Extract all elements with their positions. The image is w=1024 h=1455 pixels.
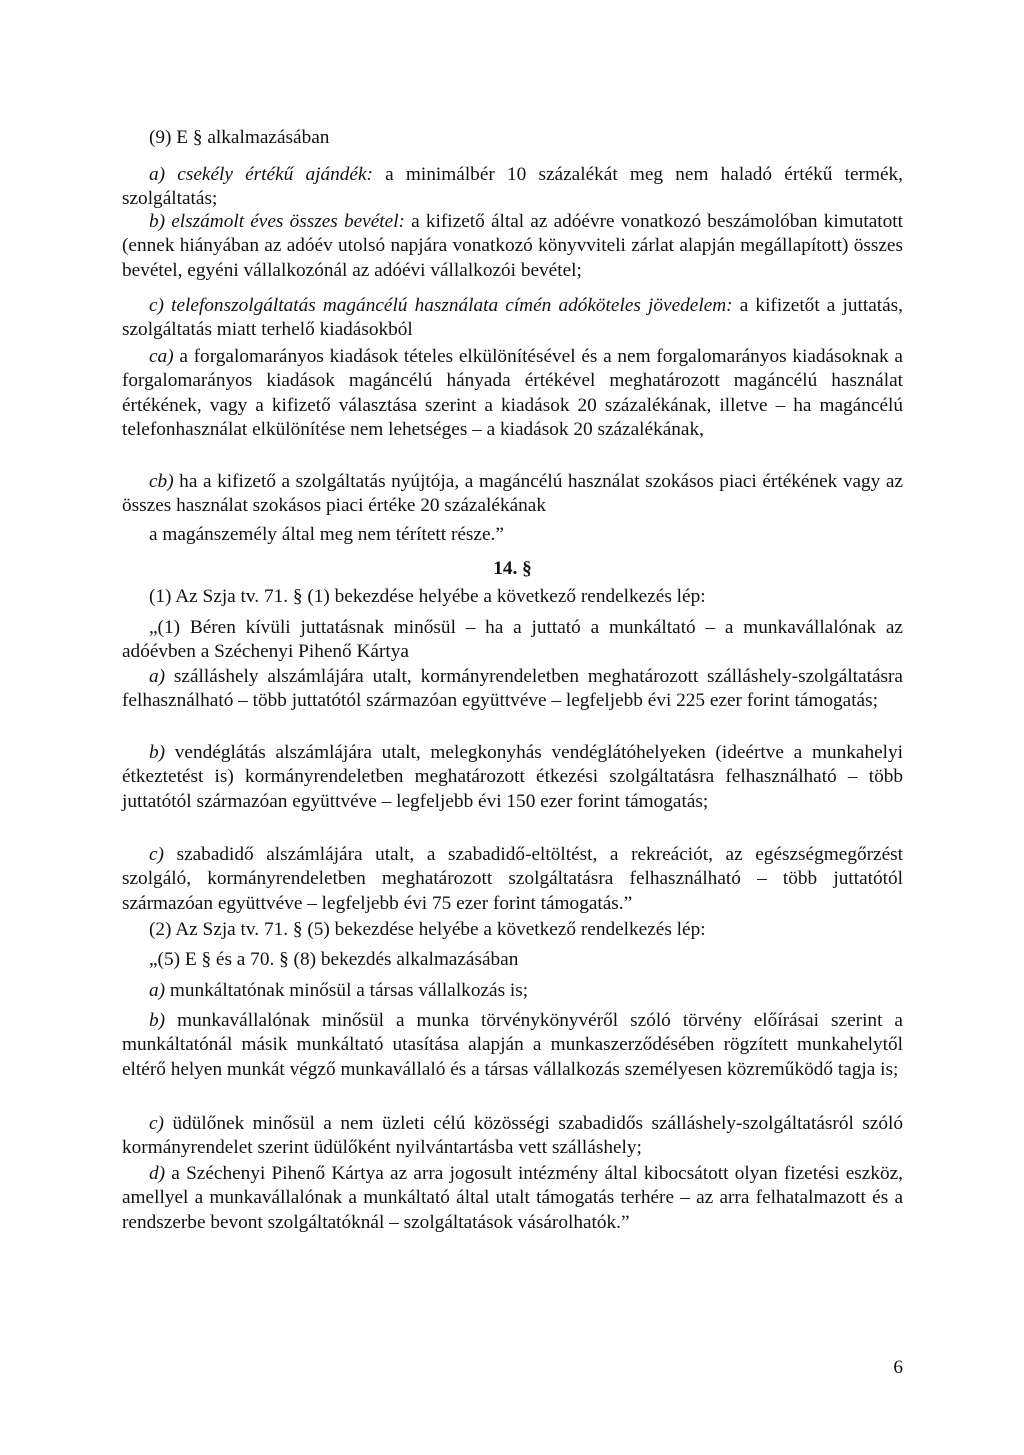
s9-item-cb	[122, 470, 903, 519]
s9-item-ca	[122, 345, 903, 443]
s9-item-c	[122, 294, 903, 343]
s9-item-a-text: a minimálbér 10 százalékát meg nem haladó értékű termék, szolgáltatás;	[122, 164, 903, 210]
s14-p2-item-b-text: munkavállalónak minősül a munka törvénykönyvéről szóló törvény előírásai szerint a munkáltatónál másik munkáltató utasítása alapján a munkaszerződésében rögzített munkahelytől eltérő helyen munkát végző munkavállaló és a társas vállalkozás személyesen közreműködő tagja is;	[122, 1010, 903, 1080]
s14-p2-item-c-label: c)	[149, 1113, 164, 1134]
s14-p1-item-a	[122, 665, 903, 714]
s14-p1-item-a-text: szálláshely alszámlájára utalt, kormányrendeletben meghatározott szálláshely-szolgáltatásra felhasználható – több juttatótól származóan együttvéve – legfeljebb évi 225 ezer forint támogatás;	[122, 666, 903, 712]
s14-p2-item-b-label: b)	[149, 1010, 166, 1031]
s9-item-b-text: a kifizető által az adóévre vonatkozó beszámolóban kimutatott (ennek hiányában az adóév utolsó napjára vonatkozó könyvviteli zárlat alapján megállapított) összes bevétel, egyéni vállalkozónál az adóévi vállalkozói bevétel;	[122, 211, 903, 281]
s9-closing: a magánszemély által meg nem térített része.”	[149, 524, 504, 545]
s14-p2-item-d	[122, 1162, 903, 1235]
s9-item-cb-text: ha a kifizető a szolgáltatás nyújtója, a magáncélú használat szokásos piaci értékének vagy az összes használat szokásos piaci értéke 20 százalékának	[122, 471, 903, 517]
s14-p1-item-b	[122, 741, 903, 814]
s14-p2-item-a-text: munkáltatónak minősül a társas vállalkozás is;	[165, 980, 529, 1001]
s14-p1-item-b-label: b)	[149, 742, 166, 763]
page-number: 6	[893, 1357, 903, 1378]
s14-p2-intro: (2) Az Szja tv. 71. § (5) bekezdése helyébe a következő rendelkezés lép:	[149, 919, 706, 940]
s9-item-c-text: a kifizetőt a juttatás, szolgáltatás miatt terhelő kiadásokból	[122, 295, 903, 341]
section-14-title: 14. §	[493, 558, 532, 579]
s14-p2-item-c	[122, 1112, 903, 1161]
s14-p1-item-c	[122, 843, 903, 916]
s9-item-cb-label: cb)	[149, 471, 174, 492]
s14-p2-item-a	[122, 979, 903, 1003]
s14-p2-item-c-text: üdülőnek minősül a nem üzleti célú közösségi szabadidős szálláshely-szolgáltatásról szóló kormányrendelet szerint üdülőként nyilvántartásba vett szálláshely;	[122, 1113, 903, 1159]
s9-item-b	[122, 210, 903, 283]
s9-item-a-label: a) csekély értékű ajándék:	[149, 164, 373, 185]
s14-p2-quote: „(5) E § és a 70. § (8) bekezdés alkalmazásában	[149, 949, 519, 970]
s14-p1-item-c-label: c)	[149, 844, 164, 865]
s9-item-ca-label: ca)	[149, 346, 174, 367]
s14-p2-item-a-label: a)	[149, 980, 166, 1001]
s14-p2-item-b	[122, 1009, 903, 1082]
s9-item-ca-text: a forgalomarányos kiadások tételes elkülönítésével és a nem forgalomarányos kiadásoknak a forgalomarányos kiadások magáncélú hányada értékével meghatározott magáncélú használat értékének, vagy a kifizető választása szerint a kiadások 20 százalékának, illetve – ha magáncélú telefonhasználat elkülönítése nem lehetséges – a kiadások 20 százalékának,	[122, 346, 903, 441]
s9-heading: (9) E § alkalmazásában	[149, 127, 330, 148]
s14-p2-item-d-label: d)	[149, 1163, 166, 1184]
s14-p1-quote: „(1) Béren kívüli juttatásnak minősül – ha a juttató a munkáltató – a munkavállalónak az adóévben a Széchenyi Pihenő Kártya	[122, 617, 903, 663]
s14-p1-item-c-text: szabadidő alszámlájára utalt, a szabadidő-eltöltést, a rekreációt, az egészségmegőrzést szolgáló, kormányrendeletben meghatározott szolgáltatásra felhasználható – több juttatótól származóan együttvéve – legfeljebb évi 75 ezer forint támogatás.”	[122, 844, 903, 914]
s14-p1-intro: (1) Az Szja tv. 71. § (1) bekezdése helyébe a következő rendelkezés lép:	[149, 586, 706, 607]
s9-item-b-label: b) elszámolt éves összes bevétel:	[149, 211, 405, 232]
s14-p1-item-a-label: a)	[149, 666, 166, 687]
s14-p2-item-d-text: a Széchenyi Pihenő Kártya az arra jogosult intézmény által kibocsátott olyan fizetési eszköz, amellyel a munkavállalónak a munkáltató által utalt támogatás terhére – az arra felhatalmazott és a rendszerbe bevont szolgáltatóknál – szolgáltatások vásárolhatók.”	[122, 1163, 903, 1233]
s14-p1-item-b-text: vendéglátás alszámlájára utalt, melegkonyhás vendéglátóhelyeken (ideértve a munkahelyi étkeztetést is) kormányrendeletben meghatározott étkezési szolgáltatásra felhasználható – több juttatótól származóan együttvéve – legfeljebb évi 150 ezer forint támogatás;	[122, 742, 903, 812]
s9-item-c-label: c) telefonszolgáltatás magáncélú használata címén adóköteles jövedelem:	[149, 295, 733, 316]
s9-item-a	[122, 163, 903, 212]
